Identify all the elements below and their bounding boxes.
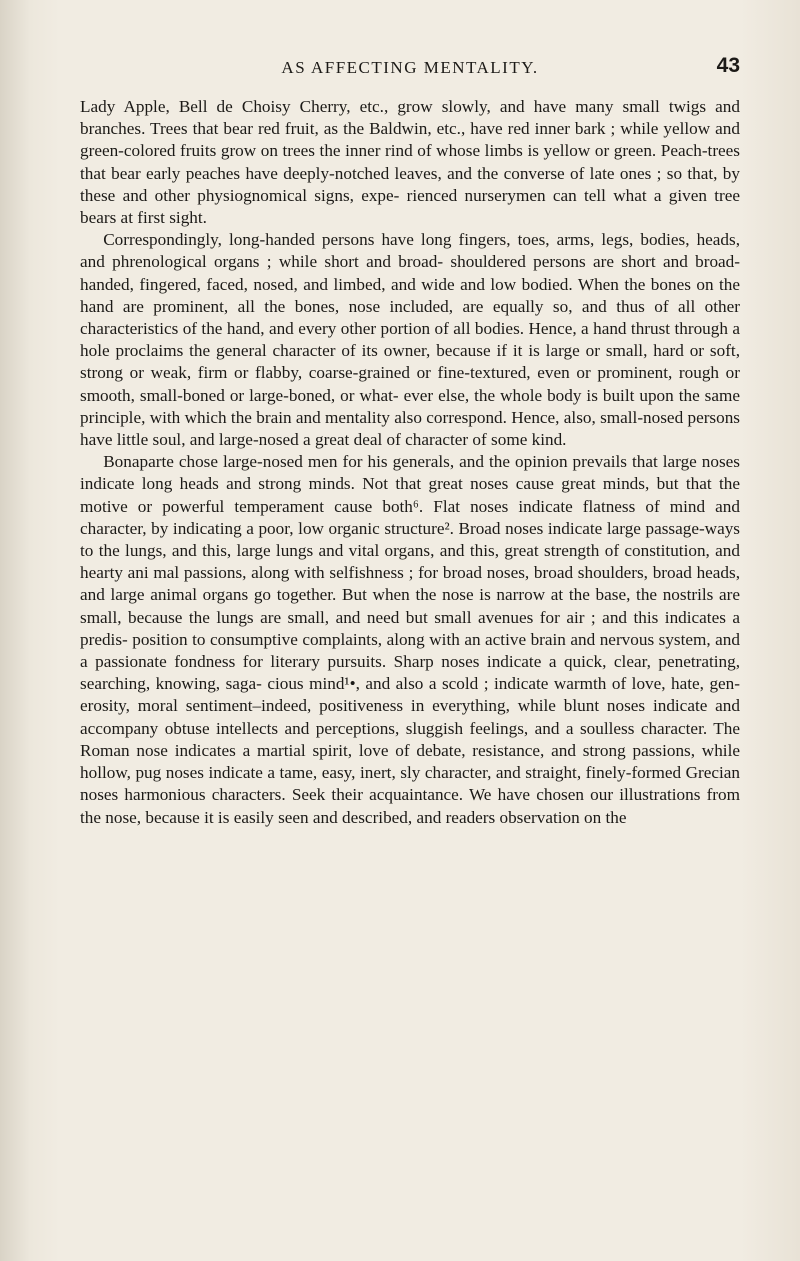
body-text bbox=[80, 96, 740, 829]
page-header bbox=[80, 54, 740, 84]
page-number: 43 bbox=[716, 54, 740, 77]
paragraph: Lady Apple, Bell de Choisy Cherry, etc., grow slowly, and have many small twigs and branches. Trees that bear red fruit, as the Baldwin, etc., have red inner bark ; while yellow and green-colored fruits grow on trees the inner rind of whose limbs is yellow or green. Peach-trees that bear early peaches have deeply-notched leaves, and the converse of late ones ; so that, by these and other physiognomical signs, expe- rienced nurserymen can tell what a given tree bears at first sight. bbox=[80, 97, 740, 228]
paragraph: Correspondingly, long-handed persons have long fingers, toes, arms, legs, bodies, heads, and phrenological organs ; while short and broad- shouldered persons are short and broad-handed, fingered, faced, nosed, and limbed, and wide and low bodied. When the bones on the hand are prominent, all the bones, nose included, are equally so, and thus of all other characteristics of the hand, and every other portion of all bodies. Hence, a hand thrust through a hole proclaims the general character of its owner, because if it is large or small, hard or soft, strong or weak, firm or flabby, coarse-grained or fine-textured, even or prominent, rough or smooth, small-boned or large-boned, or what- ever else, the whole body is built upon the same principle, with which the brain and mentality also correspond. Hence, also, small-nosed persons have little soul, and large-nosed a great deal of character of some kind. bbox=[80, 230, 740, 450]
paragraph: Bonaparte chose large-nosed men for his generals, and the opinion prevails that large noses indicate long heads and strong minds. Not that great noses cause great minds, but that the motive or powerful temperament cause both⁶. Flat noses indicate flatness of mind and character, by indicating a poor, low organic structure². Broad noses indicate large passage-ways to the lungs, and this, large lungs and vital organs, and this, great strength of constitution, and hearty ani mal passions, along with selfishness ; for broad noses, broad shoulders, broad heads, and large animal organs go together. But when the nose is narrow at the base, the nostrils are small, because the lungs are small, and need but small avenues for air ; and this indicates a predis- position to consumptive complaints, along with an active brain and nervous system, and a passionate fondness for literary pursuits. Sharp noses indicate a quick, clear, penetrating, searching, knowing, saga- cious mind¹•, and also a scold ; indicate warmth of love, hate, gen- erosity, moral sentiment–indeed, positiveness in everything, while blunt noses indicate and accompany obtuse intellects and perceptions, sluggish feelings, and a soulless character. The Roman nose indicates a martial spirit, love of debate, resistance, and strong passions, while hollow, pug noses indicate a tame, easy, inert, sly character, and straight, finely-formed Grecian noses harmonious characters. Seek their acquaintance. We have chosen our illustrations from the nose, because it is easily seen and described, and readers observation on the bbox=[80, 452, 740, 827]
running-head: AS AFFECTING MENTALITY. bbox=[281, 58, 539, 77]
